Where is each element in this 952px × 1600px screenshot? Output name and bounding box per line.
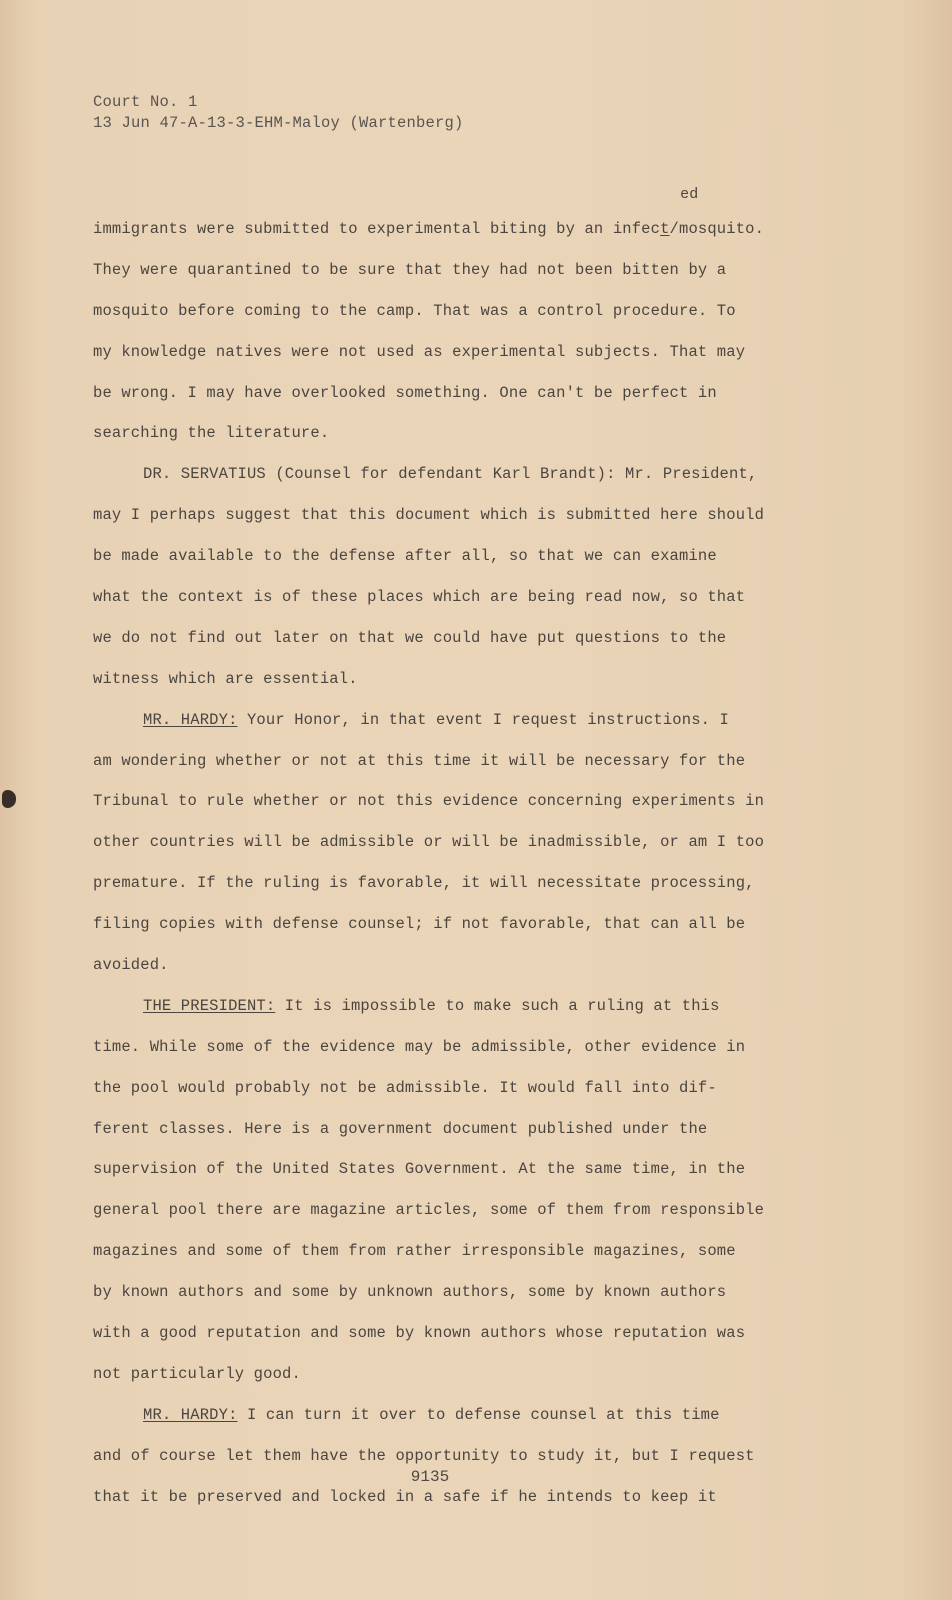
transcript-line: avoided. — [93, 956, 169, 975]
transcript-line: immigrants were submitted to experimental biting by an infect ed /mosquito. — [93, 209, 833, 250]
transcript-line: ferent classes. Here is a government document published under the — [93, 1119, 708, 1138]
transcript-line: magazines and some of them from rather irresponsible magazines, some — [93, 1242, 736, 1261]
transcript-line: supervision of the United States Government. At the same time, in the — [93, 1160, 746, 1179]
transcript-line: what the context is of these places which are being read now, so that — [93, 588, 746, 607]
transcript-line: witness which are essential. — [93, 669, 358, 688]
transcript-line: and of course let them have the opportunity to study it, but I request — [93, 1446, 755, 1465]
transcript-line: searching the literature. — [93, 424, 330, 443]
transcript-line: be made available to the defense after all, so that we can examine — [93, 547, 717, 566]
transcript-line: general pool there are magazine articles, some of them from responsible — [93, 1201, 765, 1220]
insertion-text: ed — [680, 186, 699, 203]
page-number: 9135 — [410, 1468, 450, 1486]
transcript-line: not particularly good. — [93, 1364, 301, 1383]
transcript-line: the pool would probably not be admissible. It would fall into dif- — [93, 1078, 717, 1097]
binding-hole-mark — [2, 790, 16, 808]
speaker-label: THE PRESIDENT: — [143, 996, 276, 1015]
transcript-line: THE PRESIDENT: It is impossible to make such a ruling at this — [143, 996, 720, 1015]
transcript-line: Tribunal to rule whether or not this evidence concerning experiments in — [93, 792, 765, 811]
transcript-line: premature. If the ruling is favorable, it will necessitate processing, — [93, 874, 755, 893]
transcript-line: time. While some of the evidence may be admissible, other evidence in — [93, 1037, 746, 1056]
session-reference: 13 Jun 47-A-13-3-EHM-Maloy (Wartenberg) — [93, 114, 464, 132]
transcript-line: we do not find out later on that we could have put questions to the — [93, 628, 727, 647]
transcript-line: be wrong. I may have overlooked something. One can't be perfect in — [93, 383, 717, 402]
transcript-line: by known authors and some by unknown authors, some by known authors — [93, 1283, 727, 1302]
speaker-label: MR. HARDY: — [143, 1405, 238, 1424]
court-number: Court No. 1 — [93, 93, 198, 111]
transcript-line: my knowledge natives were not used as experimental subjects. That may — [93, 342, 746, 361]
transcript-line: filing copies with defense counsel; if not favorable, that can all be — [93, 915, 746, 934]
transcript-line: DR. SERVATIUS (Counsel for defendant Karl Brandt): Mr. President, — [143, 465, 758, 484]
transcript-body — [93, 186, 833, 1518]
transcript-line: They were quarantined to be sure that they had not been bitten by a — [93, 260, 727, 279]
handwritten-insertion: t ed — [660, 186, 699, 238]
transcript-line: MR. HARDY: I can turn it over to defense counsel at this time — [143, 1405, 720, 1424]
transcript-line: am wondering whether or not at this time it will be necessary for the — [93, 751, 746, 770]
speaker-label: MR. HARDY: — [143, 710, 238, 729]
transcript-line: other countries will be admissible or will be inadmissible, or am I too — [93, 833, 765, 852]
transcript-line: with a good reputation and some by known authors whose reputation was — [93, 1324, 746, 1343]
transcript-line: that it be preserved and locked in a safe if he intends to keep it — [93, 1487, 717, 1506]
transcript-line: may I perhaps suggest that this document which is submitted here should — [93, 506, 765, 525]
document-header — [93, 92, 464, 134]
transcript-line: mosquito before coming to the camp. That was a control procedure. To — [93, 301, 736, 320]
transcript-line: MR. HARDY: Your Honor, in that event I request instructions. I — [143, 710, 729, 729]
